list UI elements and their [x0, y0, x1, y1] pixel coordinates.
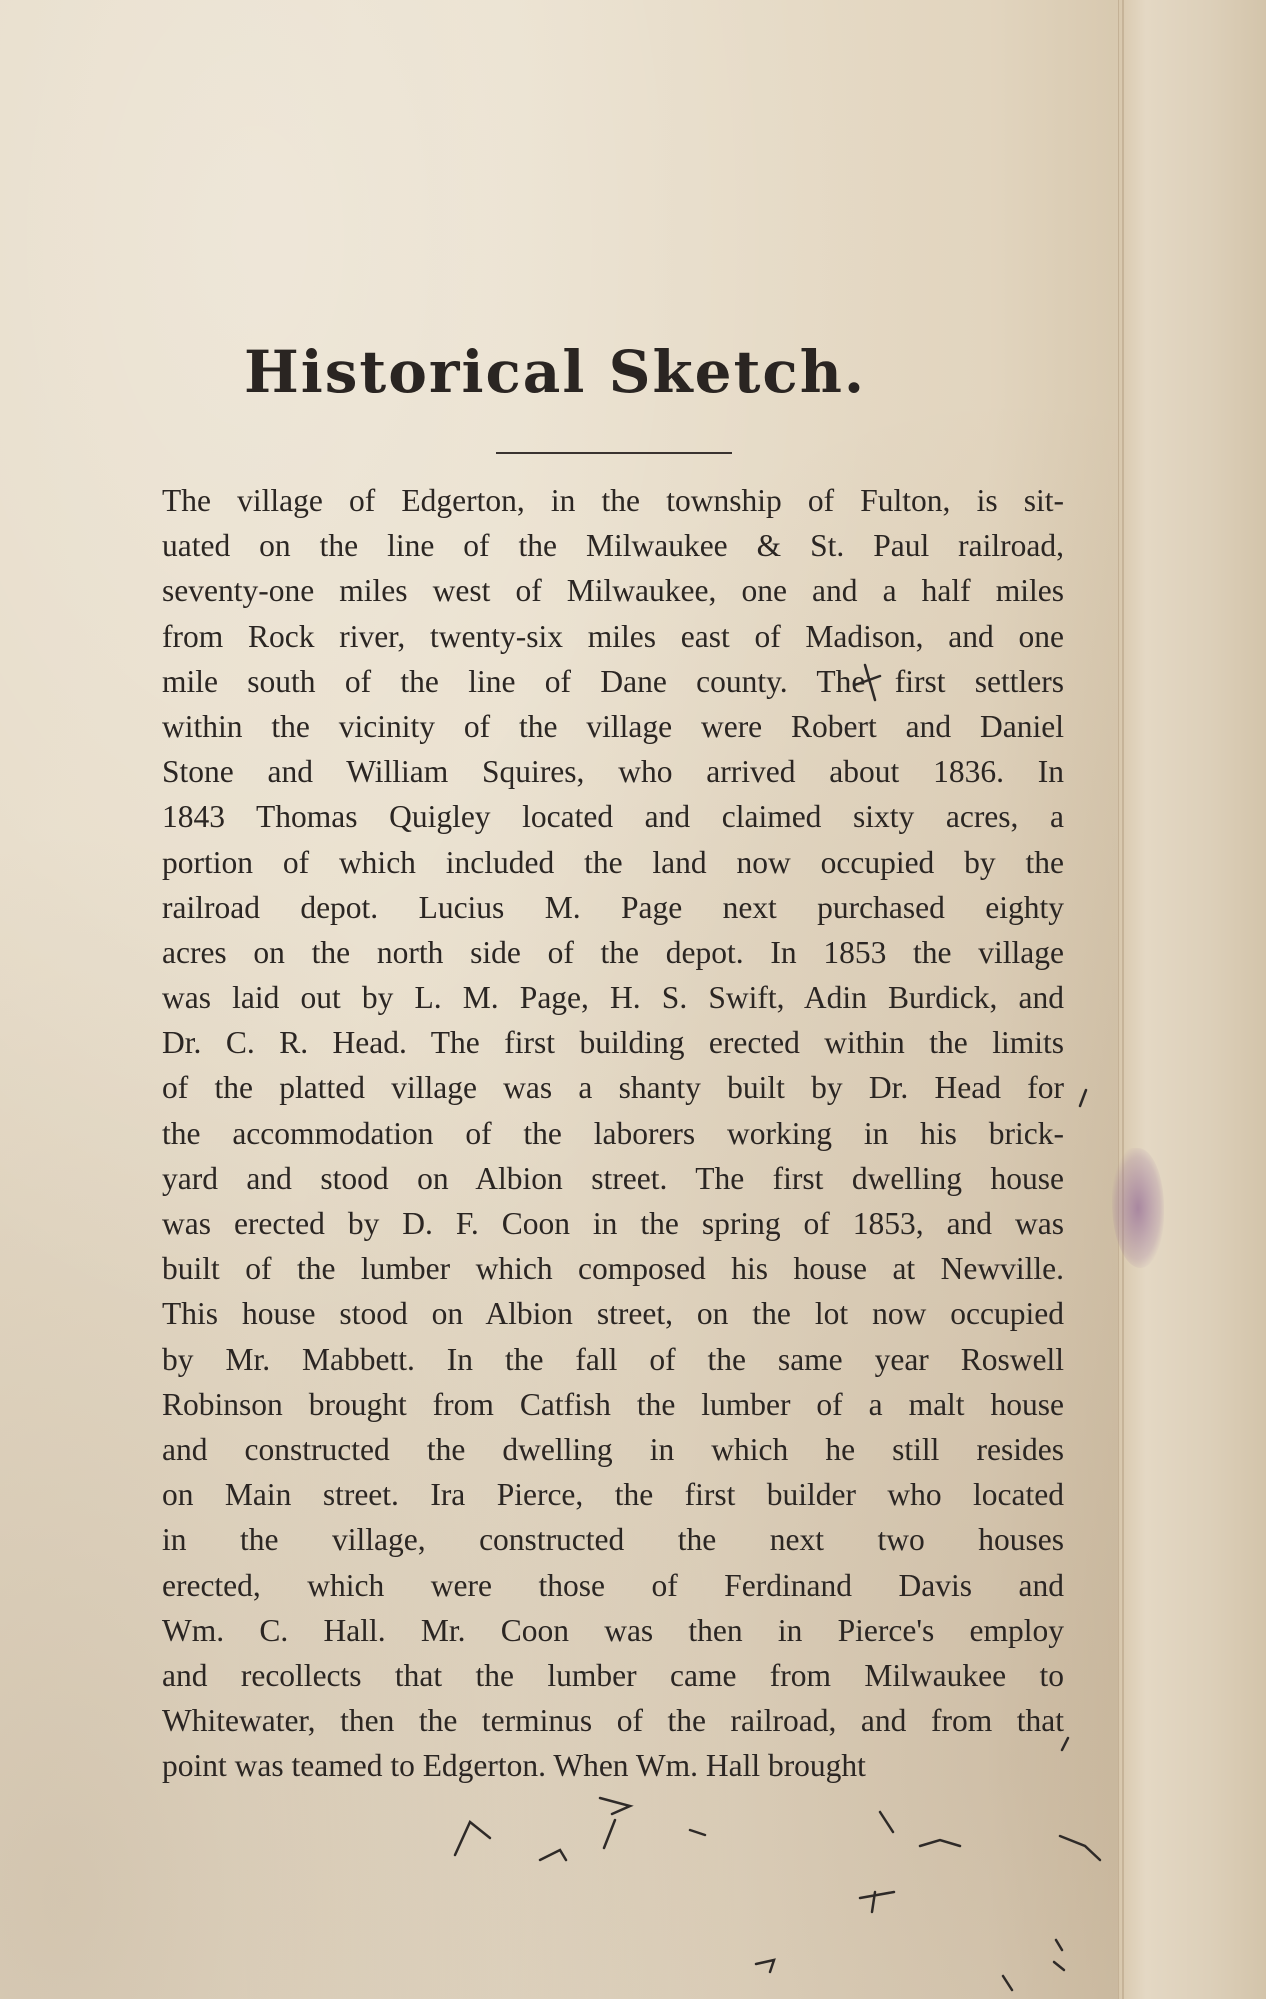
text-line: of the platted village was a shanty built by Dr. Head for: [162, 1070, 1064, 1106]
text-line: Robinson brought from Catfish the lumber of a malt house: [162, 1386, 1064, 1422]
text-line: acres on the north side of the depot. In 1853 the village: [162, 934, 1064, 970]
torn-edge-strip: [1118, 0, 1266, 1999]
text-line: from Rock river, twenty-six miles east of Madison, and one: [162, 618, 1064, 654]
body-paragraph: [162, 478, 1064, 1788]
text-line: Stone and William Squires, who arrived about 1836. In: [162, 754, 1064, 790]
text-line: This house stood on Albion street, on the lot now occupied: [162, 1296, 1064, 1332]
text-line: within the vicinity of the village were Robert and Daniel: [162, 708, 1064, 744]
text-line: The village of Edgerton, in the township of Fulton, is sit-: [162, 483, 1064, 518]
text-line: was erected by D. F. Coon in the spring of 1853, and was: [162, 1206, 1064, 1241]
text-line: and constructed the dwelling in which he still resides: [162, 1431, 1064, 1467]
text-line: Wm. C. Hall. Mr. Coon was then in Pierce's employ: [162, 1612, 1064, 1648]
text-line: was laid out by L. M. Page, H. S. Swift, Adin Burdick, and: [162, 980, 1064, 1016]
text-line: portion of which included the land now occupied by the: [162, 844, 1064, 880]
text-line: Dr. C. R. Head. The first building erected within the limits: [162, 1025, 1064, 1061]
text-line: yard and stood on Albion street. The first dwelling house: [162, 1160, 1064, 1196]
text-line: on Main street. Ira Pierce, the first builder who located: [162, 1477, 1064, 1513]
text-line: the accommodation of the laborers working in his brick-: [162, 1115, 1064, 1151]
text-line: built of the lumber which composed his house at Newville.: [162, 1251, 1064, 1287]
text-line: uated on the line of the Milwaukee & St. Paul railroad,: [162, 528, 1064, 564]
text-line: mile south of the line of Dane county. The first settlers: [162, 663, 1064, 699]
page-edge-line: [1122, 0, 1124, 1999]
text-line: erected, which were those of Ferdinand Davis and: [162, 1567, 1064, 1603]
title-divider: [496, 452, 732, 454]
text-line: 1843 Thomas Quigley located and claimed sixty acres, a: [162, 799, 1064, 835]
text-line: seventy-one miles west of Milwaukee, one and a half miles: [162, 573, 1064, 609]
text-line: point was teamed to Edgerton. When Wm. Hall brought: [162, 1748, 866, 1784]
text-line: railroad depot. Lucius M. Page next purchased eighty: [162, 889, 1064, 925]
document-title: Historical Sketch.: [243, 338, 867, 406]
text-line: and recollects that the lumber came from Milwaukee to: [162, 1657, 1064, 1693]
text-line: in the village, constructed the next two houses: [162, 1522, 1064, 1558]
text-line: Whitewater, then the terminus of the railroad, and from that: [162, 1703, 1064, 1739]
text-line: by Mr. Mabbett. In the fall of the same year Roswell: [162, 1341, 1064, 1377]
